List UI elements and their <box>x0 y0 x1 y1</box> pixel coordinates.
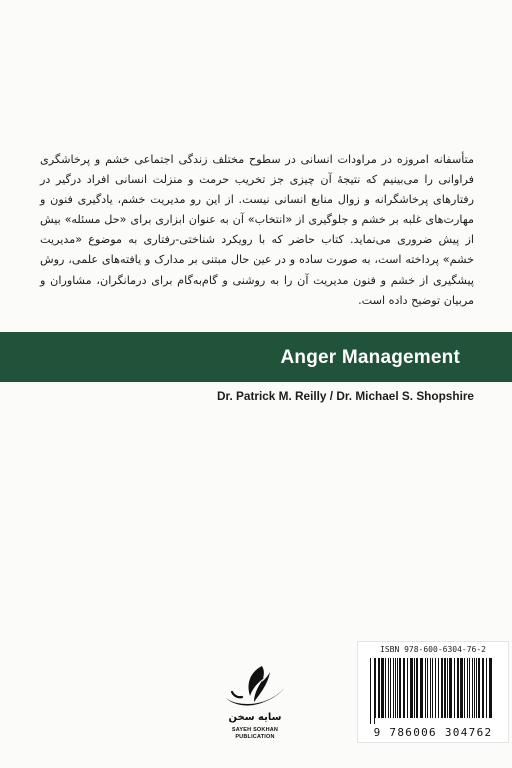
barcode-bar <box>403 658 405 718</box>
barcode-bar <box>407 658 408 718</box>
barcode-bar <box>388 658 389 718</box>
barcode-bar <box>467 658 468 718</box>
isbn-barcode-block <box>357 641 509 743</box>
barcode-bar <box>469 658 470 718</box>
barcode-bar <box>464 658 465 718</box>
barcode-bar <box>430 658 431 718</box>
barcode-bar <box>457 658 459 718</box>
barcode-bar <box>444 658 446 718</box>
isbn-label: ISBN 978-600-6304-76-2 <box>380 645 486 654</box>
barcode-guard-bar <box>372 658 373 724</box>
barcode-bar <box>454 658 455 718</box>
barcode-bar <box>420 658 423 718</box>
feather-icon <box>220 662 290 712</box>
publisher-name-fa: سایه سخن <box>228 712 282 723</box>
barcode-bar <box>449 658 452 718</box>
barcode-bar <box>474 658 475 718</box>
barcode-bar <box>441 658 443 718</box>
barcode-bar <box>395 658 396 718</box>
barcode-bar <box>375 658 376 718</box>
barcode-digits: 9 786006 304762 <box>373 726 493 739</box>
barcode-bar <box>399 658 401 718</box>
english-title: Anger Management <box>280 347 460 368</box>
blurb-text: متأسفانه امروزه در مراودات انسانی در سطوح مختلف زندگی اجتماعی خشم و پرخاشگری فراوانی را می‌بینیم که نتیجهٔ آن چیزی جز تخریب حرمت و منزلت انسانی افراد درگیر در رفتارهای پرخاشگرانه و زوال منابع انسانی نیست. از این رو مدیریت خشم، یادگیری فنون و مهارت‌های غلبه بر خشم و جلوگیری از «انتخاب» آن به عنوان ابزاری برای «حل مسئله» بیش از پیش ضروری می‌نماید. کتاب حاضر که با رویکرد شناختی-رفتاری به موضوع «مدیریت خشم» پرداخته است، به صورت ساده و در عین حال مبتنی بر مدارک و یافته‌های علمی، روش پیشگیری از خشم و فنون مدیریت آن را به روشنی و گام‌به‌گام برای درمانگران، مشاوران و مربیان توضیح داده است. <box>40 153 474 307</box>
title-band <box>0 332 512 382</box>
barcode-bar <box>486 658 487 718</box>
barcode-bar <box>410 658 413 718</box>
publisher-logo <box>210 662 300 742</box>
barcode-bar <box>472 658 473 718</box>
barcode <box>368 658 498 724</box>
barcode-bar <box>397 658 398 718</box>
barcode-bar <box>476 658 477 718</box>
barcode-bar <box>447 658 448 718</box>
barcode-guard-bar <box>370 658 371 724</box>
authors-line: Dr. Patrick M. Reilly / Dr. Michael S. Shopshire <box>217 389 474 403</box>
barcode-bar <box>393 658 394 718</box>
barcode-bar <box>381 658 384 718</box>
barcode-bar <box>378 658 380 718</box>
publisher-name-en: SAYEH SOKHAN <box>231 727 279 733</box>
barcode-bar <box>478 658 480 718</box>
barcode-bar <box>414 658 415 718</box>
barcode-bar <box>438 658 439 718</box>
barcode-bar <box>489 658 492 718</box>
barcode-bar <box>427 658 428 718</box>
barcode-bar <box>425 658 426 718</box>
barcode-bar <box>390 658 391 718</box>
barcode-bar <box>460 658 463 718</box>
barcode-guard-bar <box>374 658 375 724</box>
barcode-bar <box>432 658 433 718</box>
barcode-bar <box>416 658 418 718</box>
barcode-bar <box>385 658 386 718</box>
barcode-bar <box>435 658 436 718</box>
barcode-bar <box>482 658 484 718</box>
publisher-name-en-sub: PUBLICATION <box>235 734 275 740</box>
